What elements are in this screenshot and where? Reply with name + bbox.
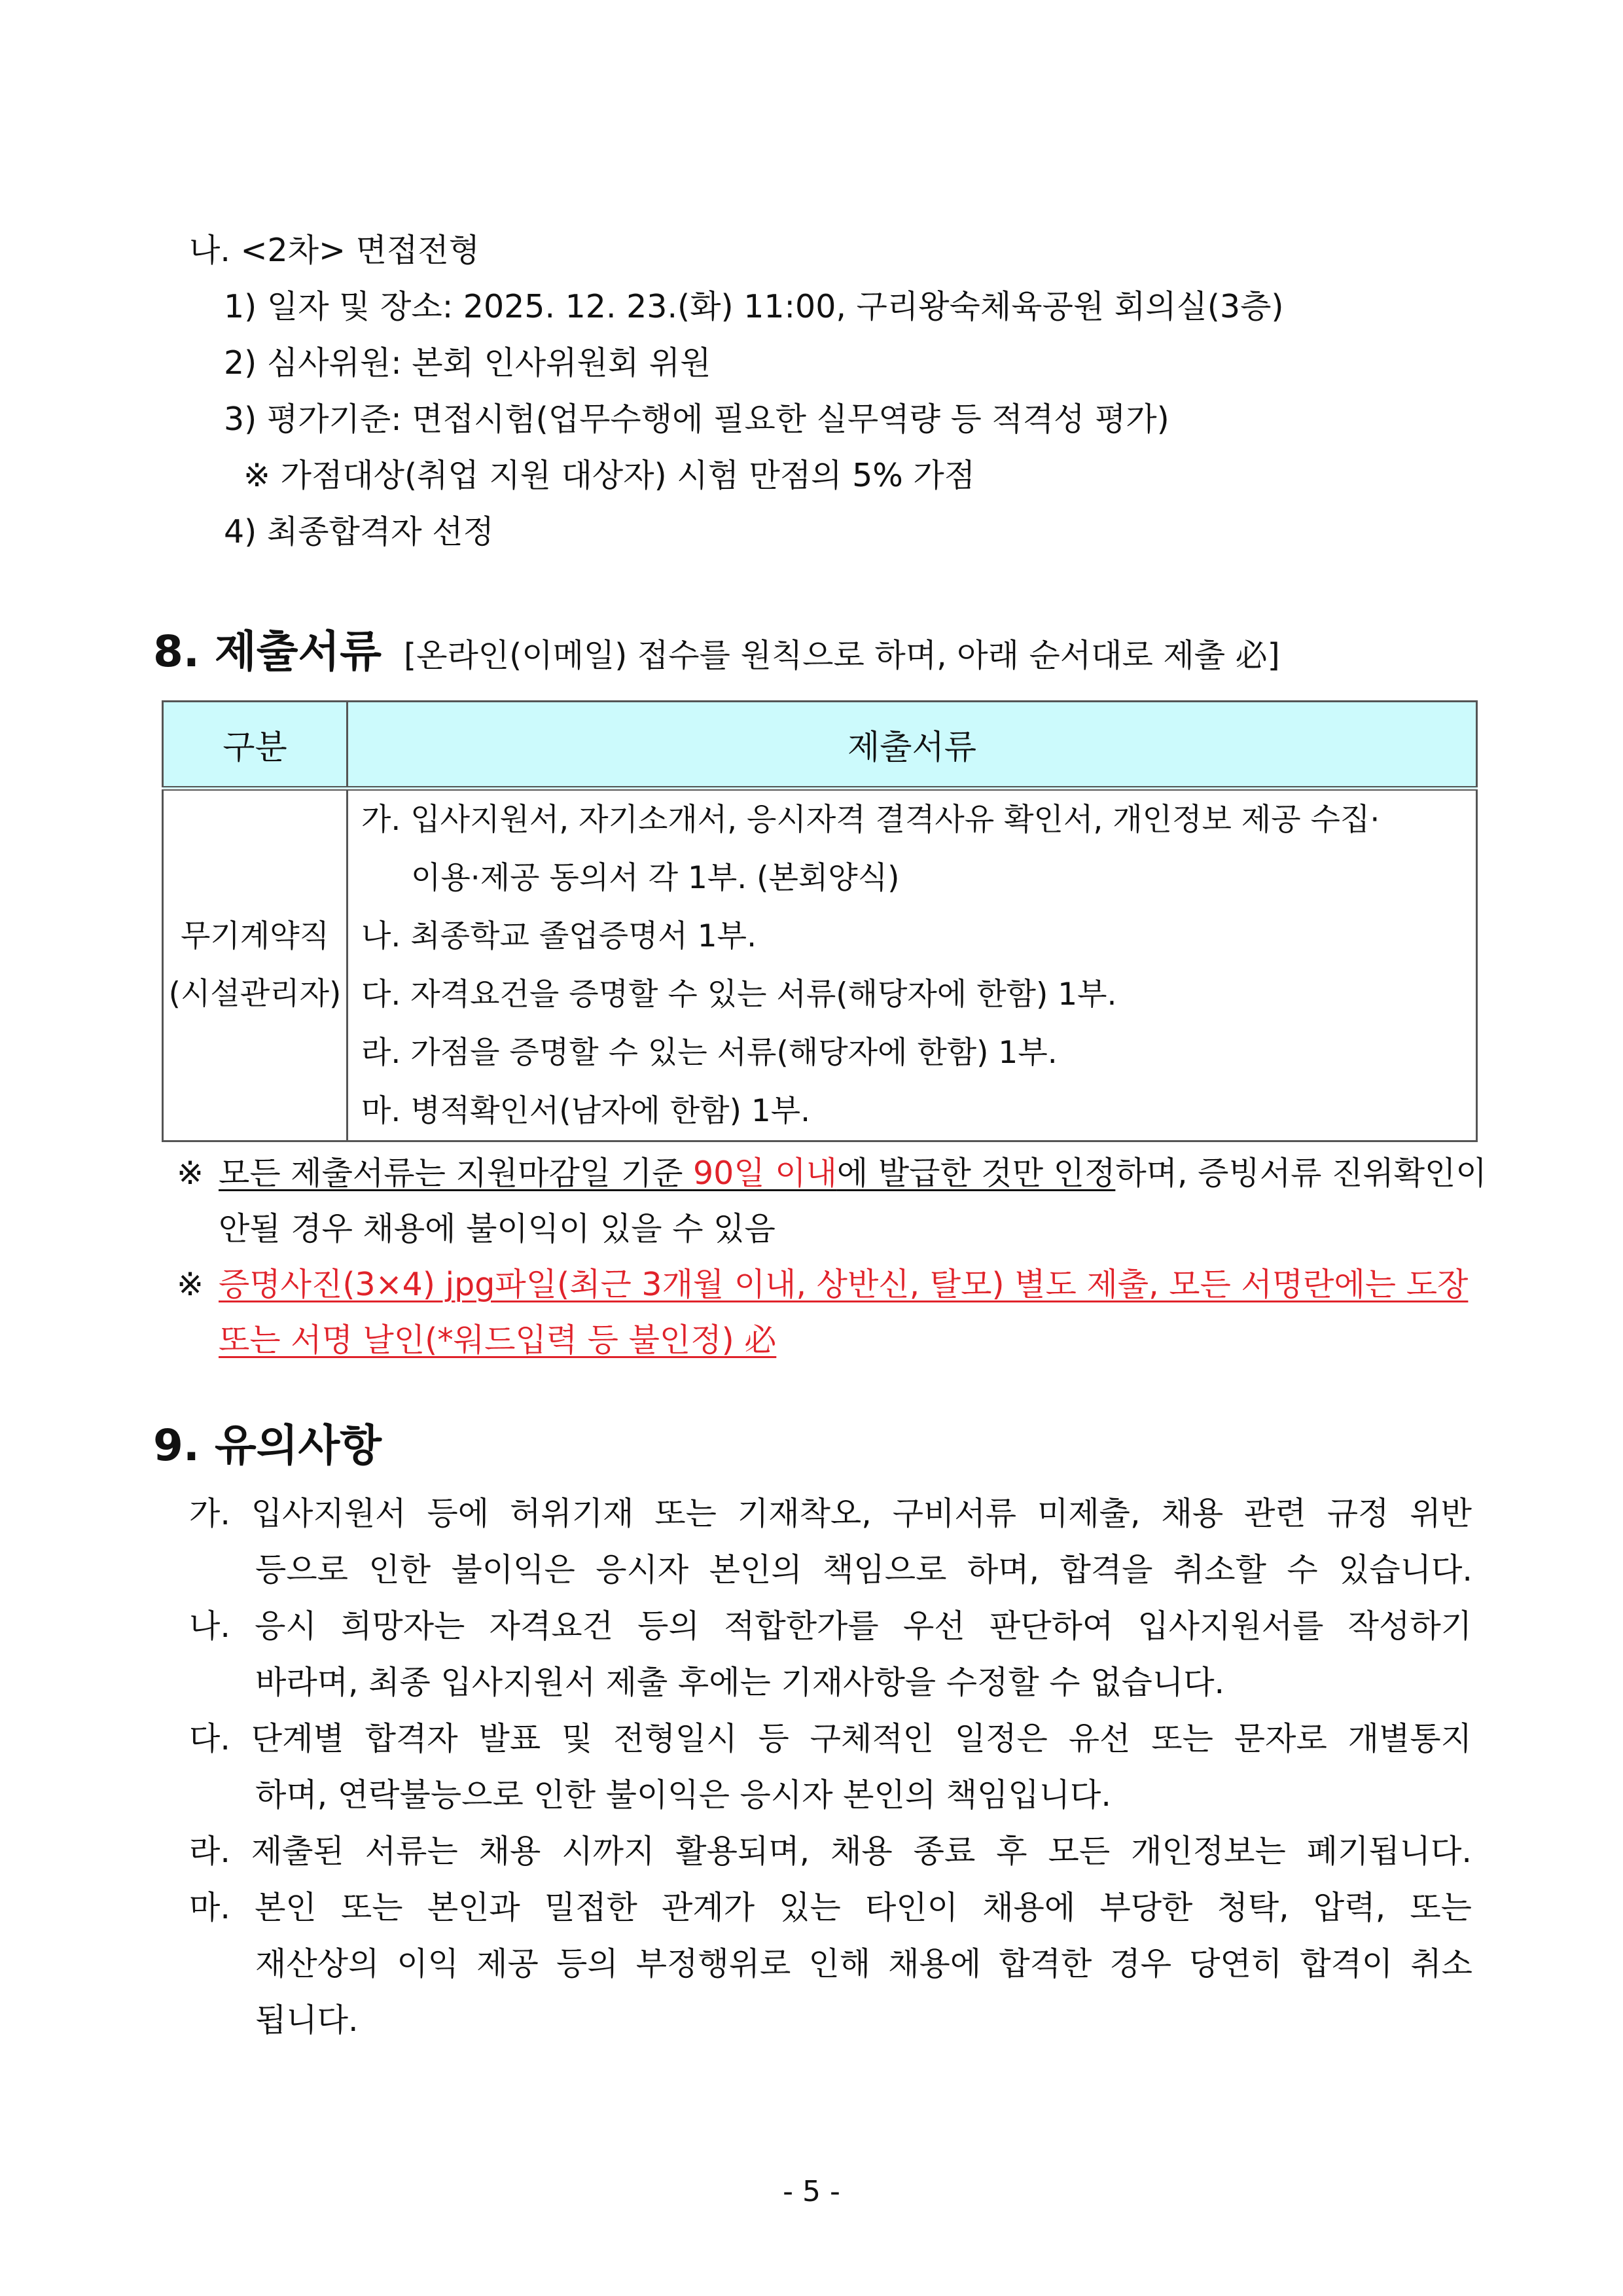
note2-line-1: 증명사진(3×4) jpg파일(최근 3개월 이내, 상반신, 탈모) 별도 제출, 모든 서명란에는 도장	[219, 1266, 1469, 1303]
notice-item: 가. 입사지원서 등에 허위기재 또는 기재착오, 구비서류 미제출, 채용 관련 규정 위반	[189, 1495, 1472, 1532]
section8-subtitle: [온라인(이메일) 접수를 원칙으로 하며, 아래 순서대로 제출 必]	[404, 637, 1280, 674]
section9-title: 9. 유의사항	[153, 1420, 382, 1471]
note1-text-a: 모든 제출서류는 지원마감일 기준	[219, 1155, 693, 1192]
notice-item-cont: 하며, 연락불능으로 인한 불이익은 응시자 본인의 책임입니다.	[255, 1776, 1111, 1814]
note1-text-d: 하며, 증빙서류 진위확인이	[1115, 1155, 1487, 1192]
notice-item-cont: 됩니다.	[255, 2001, 359, 2039]
notice-item-cont: 바라며, 최종 입사지원서 제출 후에는 기재사항을 수정할 수 없습니다.	[255, 1664, 1225, 1701]
document-item: 다. 자격요건을 증명할 수 있는 서류(해당자에 한함) 1부.	[361, 977, 1117, 1013]
note2-line-2: 또는 서명 날인(*워드입력 등 불인정) 必	[219, 1321, 777, 1359]
note1-line-1	[219, 1155, 1487, 1192]
section8-title: 8. 제출서류	[153, 626, 382, 677]
notice-item-cont: 등으로 인한 불이익은 응시자 본인의 책임으로 하며, 합격을 취소할 수 있습니다.	[255, 1551, 1472, 1588]
note2-mark: ※	[177, 1266, 204, 1303]
header-documents: 제출서류	[348, 702, 1477, 789]
note1-highlight: 90일 이내	[692, 1155, 837, 1192]
document-item: 가. 입사지원서, 자기소개서, 응시자격 결격사유 확인서, 개인정보 제공 수집·	[361, 802, 1380, 838]
category-line-1: 무기계약직	[180, 918, 329, 954]
interview-note: ※ 가점대상(취업 지원 대상자) 시험 만점의 5% 가점	[243, 457, 976, 494]
interview-item-1: 1) 일자 및 장소: 2025. 12. 23.(화) 11:00, 구리왕숙체육공원 회의실(3층)	[224, 288, 1284, 325]
document-item: 라. 가점을 증명할 수 있는 서류(해당자에 한함) 1부.	[361, 1035, 1058, 1071]
header-category: 구분	[163, 702, 348, 789]
interview-item-3: 3) 평가기준: 면접시험(업무수행에 필요한 실무역량 등 적격성 평가)	[224, 401, 1169, 438]
table-header-row	[163, 702, 1477, 789]
interview-item-2: 2) 심사위원: 본회 인사위원회 위원	[224, 344, 711, 382]
note1-text-c: 에 발급한 것만 인정	[836, 1155, 1116, 1192]
document-item: 마. 병적확인서(남자에 한함) 1부.	[361, 1093, 811, 1129]
notice-item: 라. 제출된 서류는 채용 시까지 활용되며, 채용 종료 후 모든 개인정보는 폐기됩니다.	[189, 1833, 1472, 1870]
table-row	[163, 789, 1477, 1141]
document-item: 이용·제공 동의서 각 1부. (본회양식)	[411, 860, 900, 896]
note1-underlined	[219, 1155, 1115, 1192]
note1-mark: ※	[177, 1155, 204, 1192]
section8-heading	[153, 626, 1280, 677]
notice-item: 마. 본인 또는 본인과 밀접한 관계가 있는 타인이 채용에 부당한 청탁, 압력, 또는	[189, 1889, 1472, 1926]
category-cell	[163, 789, 348, 1141]
notice-item: 다. 단계별 합격자 발표 및 전형일시 등 구체적인 일정은 유선 또는 문자로 개별통지	[189, 1720, 1472, 1757]
notice-item-cont: 재산상의 이익 제공 등의 부정행위로 인해 채용에 합격한 경우 당연히 합격이 취소	[255, 1945, 1472, 1982]
note1-line-2: 안될 경우 채용에 불이익이 있을 수 있음	[219, 1210, 776, 1247]
interview-item-4: 4) 최종합격자 선정	[224, 513, 494, 550]
interview-title: 나. <2차> 면접전형	[189, 232, 480, 269]
page-number: - 5 -	[783, 2175, 840, 2208]
category-line-2: (시설관리자)	[168, 976, 342, 1012]
notice-item: 나. 응시 희망자는 자격요건 등의 적합한가를 우선 판단하여 입사지원서를 작성하기	[189, 1607, 1472, 1645]
document-item: 나. 최종학교 졸업증명서 1부.	[361, 918, 757, 954]
documents-table	[162, 700, 1478, 1142]
documents-cell	[348, 789, 1477, 1141]
